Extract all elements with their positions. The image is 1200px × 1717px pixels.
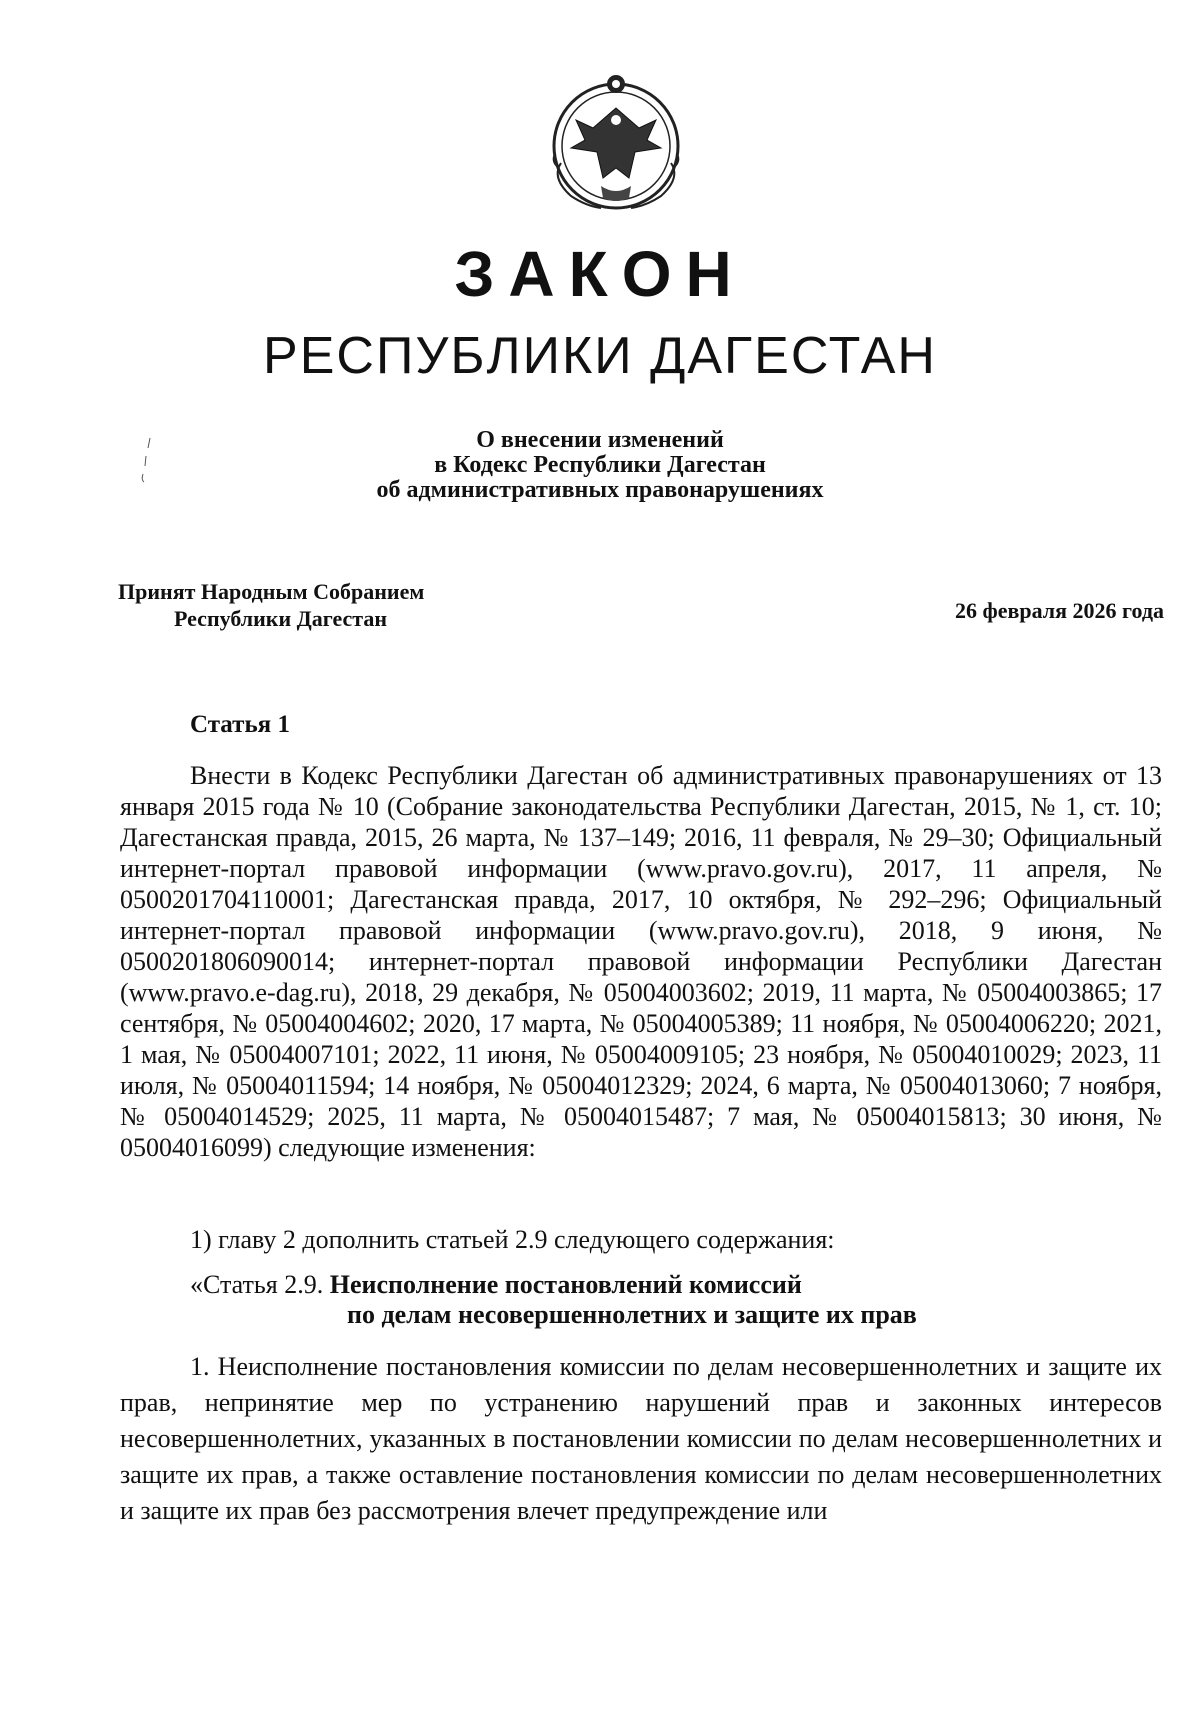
- amendment-item-1: 1) главу 2 дополнить статьей 2.9 следующего содержания:: [190, 1225, 835, 1254]
- article-1-body: [120, 760, 1162, 1163]
- adoption-date: 26 февраля 2026 года: [955, 598, 1164, 623]
- subject-line-2: в Кодекс Республики Дагестан: [434, 452, 766, 478]
- new-article-title-line-2: по делам несовершеннолетних и защите их прав: [347, 1300, 917, 1329]
- document-subtitle: РЕСПУБЛИКИ ДАГЕСТАН: [263, 327, 937, 385]
- article-1-intro: Внести в Кодекс Республики Дагестан об административных правонарушениях от 13 января 2015 года № 10 (Собрание законодательства Республики Дагестан, 2015, № 1, ст. 10; Дагестанская правда, 2015, 26 марта, № 137–149; 2016, 11 февраля, № 29–30; Официальный интернет-портал правовой информации (www.pravo.gov.ru), 2017, 11 апреля, № 0500201704110001; Дагестанская правда, 2017, 10 октября, № 292–296; Официальный интернет-портал правовой информации (www.pravo.gov.ru), 2018, 9 июня, № 0500201806090014; интернет-портал правовой информации Республики Дагестан (www.pravo.e-dag.ru), 2018, 29 декабря, № 05004003602; 2019, 11 марта, № 05004003865; 17 сентября, № 05004004602; 2020, 17 марта, № 05004005389; 11 ноября, № 05004006220; 2021, 1 мая, № 05004007101; 2022, 11 июня, № 05004009105; 23 ноября, № 05004010029; 2023, 11 июля, № 05004011594; 14 ноября, № 05004012329; 2024, 6 марта, № 05004013060; 7 ноября, № 05004014529; 2025, 11 марта, № 05004015487; 7 мая, № 05004015813; 30 июня, № 05004016099) следующие изменения:: [120, 761, 1162, 1162]
- document-title: ЗАКОН: [454, 238, 746, 310]
- coat-of-arms-emblem: [541, 68, 691, 218]
- new-article-2-9-heading: [190, 1270, 917, 1330]
- adoption-line-1: Принят Народным Собранием: [118, 579, 425, 604]
- new-article-paragraph-1: 1. Неисполнение постановления комиссии по делам несовершеннолетних и защите их прав, непринятие мер по устранению нарушений прав и законных интересов несовершеннолетних, указанных в постановлении комиссии по делам несовершеннолетних и защите их прав, а также оставление постановления комиссии по делам несовершеннолетних и защите их прав без рассмотрения влечет предупреждение или: [120, 1352, 1162, 1525]
- article-1-heading: Статья 1: [190, 711, 290, 738]
- law-subject: [0, 428, 1200, 503]
- adoption-statement: [118, 578, 424, 632]
- subject-line-1: О внесении изменений: [476, 427, 724, 453]
- subject-line-3: об административных правонарушениях: [376, 477, 824, 503]
- adoption-line-2: Республики Дагестан: [174, 606, 388, 631]
- new-article-prefix: «Статья 2.9.: [190, 1270, 324, 1299]
- new-article-title-line-1: Неисполнение постановлений комиссий: [329, 1270, 802, 1299]
